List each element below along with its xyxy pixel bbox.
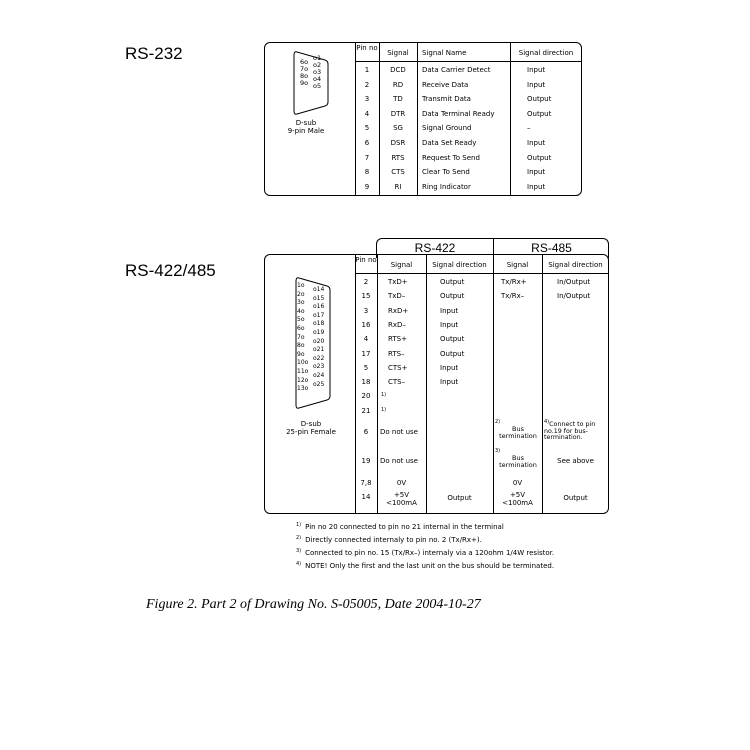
row-pin: 21	[361, 406, 371, 415]
footnote-item	[296, 535, 482, 544]
row-direction-422: Output	[440, 349, 465, 358]
footnote-item	[296, 561, 554, 570]
row14-direction-422: Output	[447, 494, 472, 502]
row19-signal-422: Do not use	[380, 457, 418, 465]
bus-termination-text: Bus termination	[499, 425, 537, 441]
dsub25-label	[269, 420, 353, 436]
row-signal: DSR	[390, 139, 406, 147]
pin-label: 1o	[297, 282, 305, 289]
pin-label: 9o	[297, 350, 305, 358]
pin-label: o14	[313, 286, 325, 293]
row-signal-422: CTS–	[388, 378, 406, 387]
row-pin: 18	[361, 378, 371, 387]
pin-label: o21	[313, 346, 325, 354]
row-signal-422: TxD–	[388, 292, 406, 301]
connector-type: D-sub	[300, 420, 322, 428]
row-pin: 17	[361, 349, 371, 358]
row-signal-422: CTS+	[388, 363, 408, 372]
footnote-item	[296, 548, 554, 557]
pin-label: o19	[313, 328, 325, 336]
row-signal: TD	[393, 95, 403, 104]
footnote-ref: 2)	[296, 535, 302, 541]
row-signal: RTS	[391, 153, 405, 162]
row-signal: DTR	[390, 109, 406, 118]
pin-label: o24	[313, 371, 325, 379]
row-pin: 5	[364, 124, 370, 133]
current-limit: <100mA	[386, 499, 417, 507]
row-direction: Input	[527, 168, 546, 177]
footnote-ref: 2)	[495, 419, 501, 425]
row-signal-422: RxD+	[388, 306, 409, 315]
row-signal: CTS	[391, 168, 405, 177]
group-rs422: RS-422	[414, 241, 456, 255]
row-signal-name: Request To Send	[422, 153, 480, 162]
connector-pins: 9-pin Male	[287, 127, 325, 135]
row-pin: 8	[364, 168, 370, 177]
row-signal-422: RTS+	[388, 335, 407, 344]
row-signal-name: Transmit Data	[422, 95, 471, 104]
footnote-ref: 3)	[296, 548, 302, 554]
pin-label: 12o	[297, 376, 309, 384]
row-signal: RD	[392, 80, 404, 89]
row-direction-422: Input	[440, 306, 459, 315]
pin-label: 3o	[297, 299, 305, 307]
pin-label: o23	[313, 363, 325, 371]
group-rs485: RS-485	[531, 241, 572, 255]
connector-pins: 25-pin Female	[286, 428, 336, 436]
dsub9-label	[271, 119, 341, 135]
pin-label: 6o	[297, 324, 305, 332]
pin-label: o3	[313, 68, 322, 76]
pin-label: 11o	[297, 367, 309, 375]
row-signal-485: Tx/Rx–	[501, 292, 525, 301]
row-direction: Input	[527, 182, 546, 191]
header-signal-direction: Signal direction	[518, 49, 574, 57]
pin-label: o4	[313, 75, 322, 83]
pin-label: o17	[313, 311, 325, 319]
pin-label: 7o	[297, 333, 305, 341]
row-direction: –	[527, 124, 531, 133]
rs232-table	[264, 42, 582, 196]
row-direction-485: In/Output	[557, 278, 591, 286]
row-signal-name: Signal Ground	[422, 124, 472, 133]
pin-label: 10o	[297, 359, 309, 367]
footnote-ref: 4)	[296, 561, 302, 567]
row-direction: Output	[527, 95, 552, 104]
row14-direction-485: Output	[563, 494, 588, 502]
row-pin: 3	[363, 306, 369, 315]
pin-label: o22	[313, 354, 325, 362]
pin-label: o15	[313, 294, 325, 302]
row-pin: 4	[363, 335, 369, 344]
pin-label: 7o	[300, 65, 309, 73]
pin-label: o20	[313, 337, 325, 345]
row6-pin: 6	[363, 428, 369, 436]
voltage: +5V	[509, 491, 526, 499]
row6-direction-485	[544, 419, 608, 442]
pin-label: o18	[313, 320, 325, 328]
row-pin: 3	[364, 95, 370, 104]
row-pin: 9	[364, 182, 370, 191]
header-signal-name: Signal Name	[422, 49, 467, 57]
row14-signal-422	[377, 491, 426, 507]
row-pin: 4	[364, 109, 370, 118]
row-signal-422: RTS–	[388, 349, 405, 358]
row-pin: 7	[364, 153, 370, 162]
row78-signal-422: 0V	[396, 479, 407, 487]
row-direction-485: In/Output	[557, 292, 591, 301]
footnote-ref: 1)	[296, 522, 302, 528]
row6-signal-422: Do not use	[380, 428, 418, 436]
row-signal-422: 1)	[381, 392, 387, 399]
row-direction-422: Input	[440, 378, 459, 387]
row-signal: SG	[393, 124, 403, 133]
footnote-item	[296, 522, 504, 531]
footnote-ref: 3)	[495, 448, 501, 454]
header-signal-422: Signal	[390, 261, 413, 269]
header-signal-485: Signal	[506, 261, 529, 269]
footnote-text: NOTE! Only the first and the last unit on the bus should be terminated.	[305, 562, 555, 571]
row-signal-485: Tx/Rx+	[501, 278, 527, 286]
row-pin: 16	[361, 320, 371, 329]
pin-label: o2	[313, 61, 322, 69]
pin-label: 9o	[300, 79, 309, 87]
dsub25-right-pins	[313, 286, 324, 389]
row-signal-422: RxD–	[388, 320, 406, 329]
row78-pin: 7,8	[360, 479, 372, 487]
header-pin-no: Pin no	[355, 256, 377, 264]
rs422-table	[264, 254, 609, 514]
pin-label: o5	[313, 82, 322, 90]
row-signal-422: 1)	[381, 406, 387, 413]
row78-signal-485: 0V	[512, 479, 523, 487]
pin-label: 6o	[300, 58, 309, 66]
header-direction-485: Signal direction	[548, 261, 603, 269]
row-direction-422: Output	[440, 292, 465, 301]
pin-label: 8o	[300, 72, 309, 80]
row-direction: Output	[527, 109, 552, 118]
row-direction-422: Output	[440, 278, 465, 286]
row14-signal-485	[493, 491, 542, 507]
pin-label: o1	[313, 54, 322, 62]
row-pin: 20	[361, 392, 371, 401]
pin-label: 13o	[297, 385, 309, 393]
dsub25-left-pins	[297, 282, 308, 394]
row-pin: 1	[364, 66, 370, 74]
row-signal-name: Data Set Ready	[422, 139, 477, 147]
row-signal-name: Ring Indicator	[422, 182, 471, 191]
pin-label: 4o	[297, 307, 305, 315]
row-signal-name: Data Terminal Ready	[422, 109, 495, 118]
row-signal-name: Clear To Send	[422, 168, 470, 177]
rs422-title: RS-422/485	[125, 261, 216, 280]
dsub9-left-pins	[300, 59, 308, 87]
row-direction: Input	[527, 80, 546, 89]
row-direction-422: Output	[440, 335, 465, 344]
pin-label: 5o	[297, 316, 305, 324]
row6-signal-485	[495, 418, 541, 440]
row-signal: DCD	[390, 66, 406, 74]
row-direction: Input	[527, 139, 546, 147]
row19-pin: 19	[361, 457, 371, 465]
row-pin: 5	[363, 363, 369, 372]
connector-type: D-sub	[295, 119, 317, 127]
row-signal: RI	[394, 182, 402, 191]
dsub9-connector-icon	[291, 49, 331, 117]
footnote-ref: 4)	[544, 419, 550, 425]
pin-label: 2o	[297, 290, 305, 298]
bus-termination-text: Bus termination	[499, 454, 537, 470]
pin-label: 8o	[297, 342, 305, 350]
rs232-title: RS-232	[125, 44, 183, 63]
row-signal-name: Data Carrier Detect	[422, 66, 491, 74]
row-direction: Input	[527, 66, 546, 74]
header-signal: Signal	[387, 49, 409, 57]
row19-direction-485: See above	[557, 457, 594, 465]
row14-pin: 14	[361, 493, 371, 501]
figure-caption: Figure 2. Part 2 of Drawing No. S-05005, Date 2004-10-27	[146, 597, 481, 612]
row-direction-422: Input	[440, 320, 459, 329]
row-signal-422: TxD+	[388, 278, 408, 286]
footnote-text: Connected to pin no. 15 (Tx/Rx–) internaly via a 120ohm 1/4W resistor.	[305, 549, 555, 558]
row-pin: 2	[364, 80, 370, 89]
dsub9-right-pins	[313, 55, 321, 90]
row-pin: 6	[364, 139, 370, 147]
header-pin-no: Pin no	[356, 44, 378, 52]
voltage: +5V	[393, 491, 410, 499]
row-direction-422: Input	[440, 363, 459, 372]
connect-note: Connect to pin no.19 for bus-termination.	[544, 421, 596, 442]
row-pin: 2	[363, 278, 369, 286]
footnote-text: Directly connected internaly to pin no. 2 (Tx/Rx+).	[305, 536, 482, 545]
pin-label: o25	[313, 380, 325, 388]
row-direction: Output	[527, 153, 552, 162]
current-limit: <100mA	[502, 499, 533, 507]
row-signal-name: Receive Data	[422, 80, 469, 89]
row-pin: 15	[361, 292, 371, 301]
row19-signal-485	[495, 447, 541, 469]
footnote-text: Pin no 20 connected to pin no 21 internal in the terminal	[305, 523, 504, 532]
header-direction-422: Signal direction	[432, 261, 487, 269]
pin-label: o16	[313, 303, 325, 311]
